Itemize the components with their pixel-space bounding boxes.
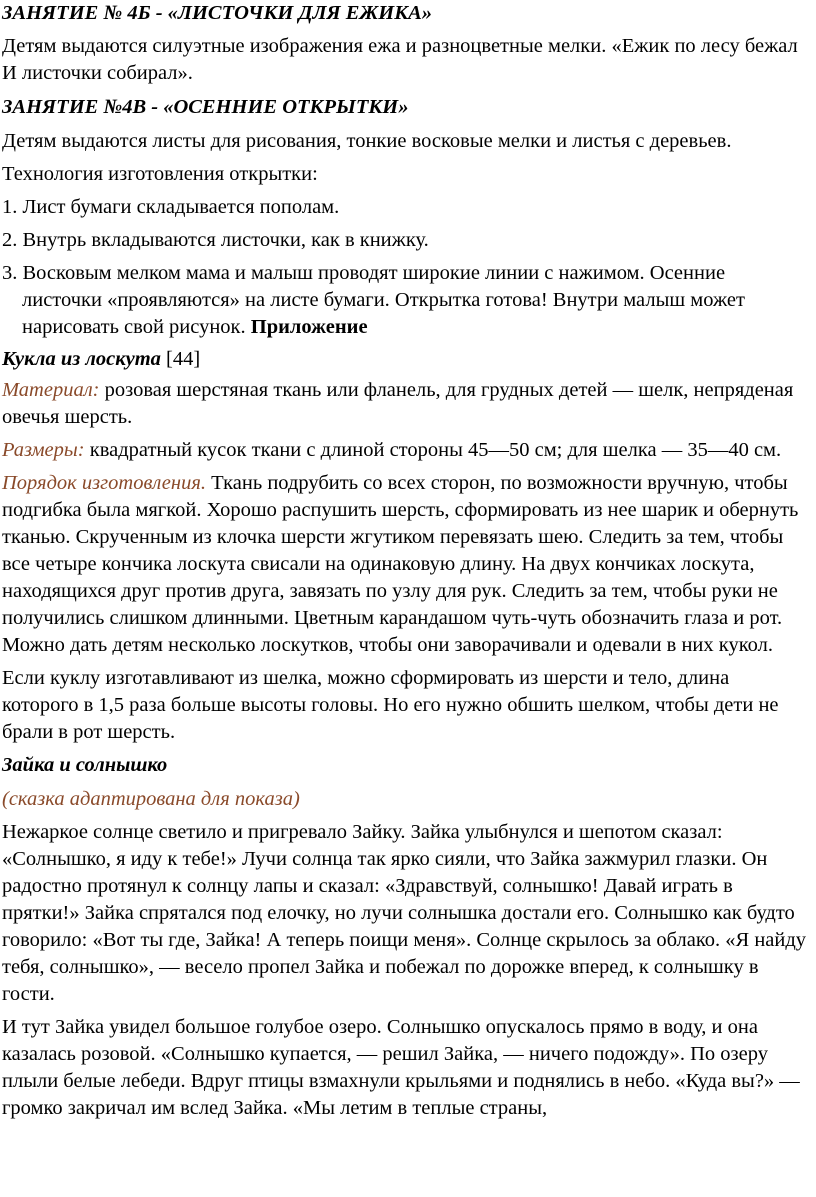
list-item: 2. Внутрь вкладываются листочки, как в книжку.	[2, 229, 429, 251]
list-item	[2, 260, 810, 341]
doll-reference: [44]	[166, 348, 201, 370]
doll-title: Кукла из лоскута	[2, 348, 161, 370]
lesson-4v-title: ЗАНЯТИЕ №4В - «ОСЕННИЕ ОТКРЫТКИ»	[2, 96, 409, 118]
material-text: розовая шерстяная ткань или фланель, для грудных детей — шелк, непряденая овечья шерсть.	[2, 379, 794, 428]
doll-silk-note: Если куклу изготавливают из шелка, можно сформировать из шерсти и тело, длина которого в 1,5 раза больше высоты головы. Но его нужно обшить шелком, чтобы дети не брали в рот шерсть.	[2, 667, 779, 743]
technology-label: Технология изготовления открытки:	[2, 163, 318, 185]
sizes-text: квадратный кусок ткани с длиной стороны 45—50 см; для шелка — 35—40 см.	[89, 439, 782, 461]
story-paragraph-1: Нежаркое солнце светило и пригревало Зайку. Зайка улыбнулся и шепотом сказал: «Солнышко, я иду к тебе!» Лучи солнца так ярко сияли, что Зайка зажмурил глазки. Он радостно протянул к солнцу лапы и сказал: «Здравствуй, солнышко! Давай играть в прятки!» Зайка спрятался под елочку, но лучи солнышка достали его. Солнышко как будто говорило: «Вот ты где, Зайка! А теперь поищи меня». Солнце скрылось за облако. «Я найду тебя, солнышко», — весело пропел Зайка и побежал по дорожке вперед, к солнышку в гости.	[2, 821, 807, 1005]
doll-order	[2, 470, 810, 659]
order-label: Порядок изготовления.	[2, 472, 206, 494]
lesson-4b-title: ЗАНЯТИЕ № 4Б - «ЛИСТОЧКИ ДЛЯ ЕЖИКА»	[2, 2, 433, 24]
story-title: Зайка и солнышко	[2, 754, 168, 776]
order-text: Ткань подрубить со всех сторон, по возможности вручную, чтобы подгибка была мягкой. Хорошо распушить шерсть, сформировать из нее шарик и обернуть тканью. Скрученным из клочка шерсти жгутиком перевязать шею. Следить за тем, чтобы все четыре кончика лоскута свисали на одинаковую длину. На двух кончиках лоскута, находящихся друг против друга, завязать по узлу для рук. Следить за тем, чтобы руки не получились слишком длинными. Цветным карандашом чуть-чуть обозначить глаза и рот. Можно дать детям несколько лоскутков, чтобы они заворачивали и одевали в них кукол.	[2, 472, 799, 656]
appendix-label: Приложение	[250, 316, 368, 338]
material-label: Материал:	[2, 379, 100, 401]
doll-sizes	[2, 437, 810, 464]
lesson-4b-text: Детям выдаются силуэтные изображения ежа и разноцветные мелки. «Ежик по лесу бежал И листочки собирал».	[2, 35, 798, 84]
story-subtitle: (сказка адаптирована для показа)	[2, 788, 300, 810]
list-item: 1. Лист бумаги складывается пополам.	[2, 196, 340, 218]
doll-material	[2, 377, 810, 431]
story-paragraph-2: И тут Зайка увидел большое голубое озеро. Солнышко опускалось прямо в воду, и она казалась розовой. «Солнышко купается, — решил Зайка, — ничего подожду». По озеру плыли белые лебеди. Вдруг птицы взмахнули крыльями и поднялись в небо. «Куда вы?» — громко закричал им вслед Зайка. «Мы летим в теплые страны,	[2, 1016, 800, 1119]
sizes-label: Размеры:	[2, 439, 85, 461]
step-3-text: 3. Восковым мелком мама и малыш проводят широкие линии с нажимом. Осенние листочки «проявляются» на листе бумаги. Открытка готова! Внутри малыш может нарисовать свой рисунок.	[2, 262, 745, 338]
doll-heading	[2, 346, 810, 373]
lesson-4v-text: Детям выдаются листы для рисования, тонкие восковые мелки и листья с деревьев.	[2, 130, 732, 152]
